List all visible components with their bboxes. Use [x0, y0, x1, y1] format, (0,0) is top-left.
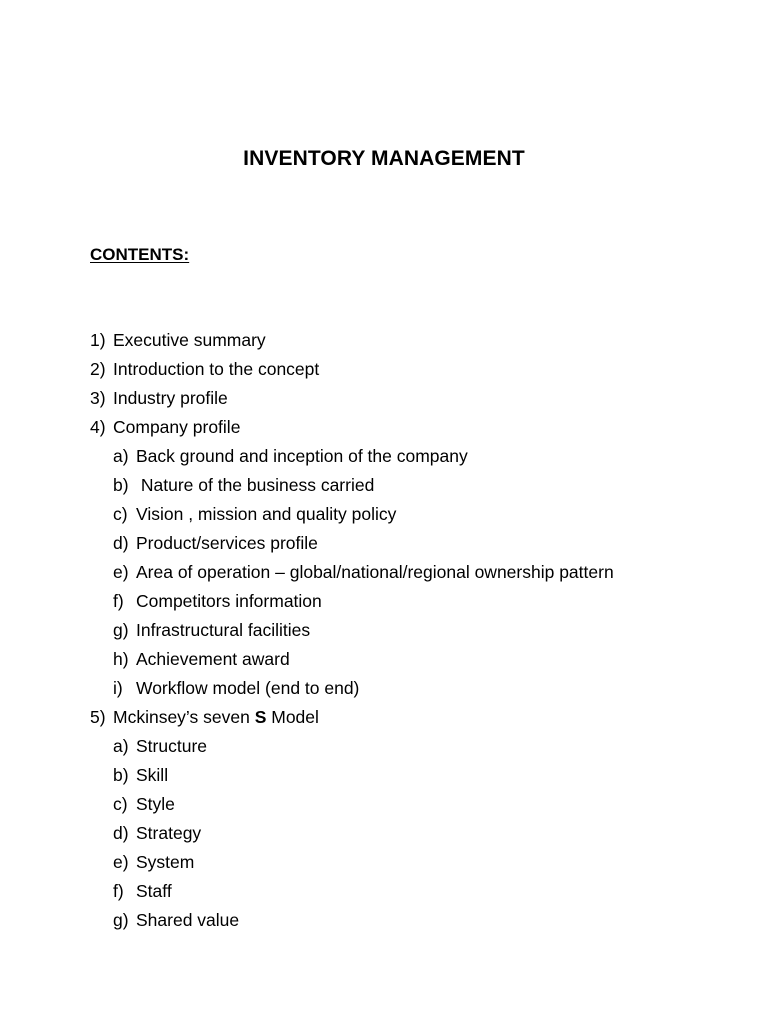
- toc-text: Executive summary: [113, 330, 266, 350]
- toc-number: 2): [90, 359, 106, 379]
- toc-subnumber: i): [113, 678, 123, 698]
- toc-item-mckinsey-model: [90, 703, 730, 732]
- toc-subitem-workflow: [90, 674, 730, 703]
- toc-subtext: Skill: [136, 765, 169, 785]
- toc-subitem-competitors: [90, 587, 730, 616]
- toc-subitem-system: [90, 848, 730, 877]
- table-of-contents: [90, 326, 730, 935]
- toc-subtext: Nature of the business carried: [136, 475, 375, 495]
- toc-subnumber: c): [113, 504, 128, 524]
- toc-subtext: Back ground and inception of the company: [136, 446, 468, 466]
- toc-subnumber: g): [113, 620, 129, 640]
- toc-subitem-background: [90, 442, 730, 471]
- toc-subtext: Shared value: [136, 910, 240, 930]
- toc-text-part: Mckinsey’s seven: [113, 707, 255, 727]
- toc-item-industry-profile: [90, 384, 730, 413]
- toc-subnumber: c): [113, 794, 128, 814]
- toc-subtext: Achievement award: [136, 649, 290, 669]
- toc-subtext: Competitors information: [136, 591, 322, 611]
- toc-item-introduction: [90, 355, 730, 384]
- toc-subitem-nature-of-business: [90, 471, 730, 500]
- toc-subnumber: h): [113, 649, 129, 669]
- toc-subitem-vision-mission: [90, 500, 730, 529]
- toc-item-executive-summary: [90, 326, 730, 355]
- document-title: INVENTORY MANAGEMENT: [243, 147, 525, 170]
- toc-subnumber: d): [113, 823, 129, 843]
- toc-subnumber: a): [113, 446, 129, 466]
- toc-subnumber: a): [113, 736, 129, 756]
- toc-subitem-shared-value: [90, 906, 730, 935]
- toc-subitem-style: [90, 790, 730, 819]
- toc-text: Introduction to the concept: [113, 359, 320, 379]
- toc-subitem-strategy: [90, 819, 730, 848]
- toc-text-mckinsey: [113, 703, 319, 732]
- toc-subitem-infrastructure: [90, 616, 730, 645]
- toc-subitem-structure: [90, 732, 730, 761]
- toc-subnumber: f): [113, 591, 124, 611]
- toc-number: 1): [90, 330, 106, 350]
- toc-number: 3): [90, 388, 106, 408]
- toc-subtext: Product/services profile: [136, 533, 318, 553]
- toc-subtext: Vision , mission and quality policy: [136, 504, 397, 524]
- toc-subnumber: e): [113, 562, 129, 582]
- toc-subnumber: f): [113, 881, 124, 901]
- toc-subnumber: g): [113, 910, 129, 930]
- toc-number: 4): [90, 417, 106, 437]
- toc-subtext: Staff: [136, 881, 172, 901]
- toc-subtext: Area of operation – global/national/regional ownership pattern: [136, 562, 614, 582]
- toc-subtext: Style: [136, 794, 175, 814]
- toc-text: Company profile: [113, 417, 241, 437]
- toc-subtext: System: [136, 852, 195, 872]
- toc-number: 5): [90, 707, 106, 727]
- toc-subitem-achievement: [90, 645, 730, 674]
- toc-subtext: Workflow model (end to end): [136, 678, 360, 698]
- toc-subnumber: b): [113, 475, 129, 495]
- toc-subtext: Structure: [136, 736, 207, 756]
- toc-subnumber: e): [113, 852, 129, 872]
- toc-subitem-area-of-operation: [90, 558, 730, 587]
- toc-text: Industry profile: [113, 388, 228, 408]
- toc-subnumber: b): [113, 765, 129, 785]
- toc-subitem-staff: [90, 877, 730, 906]
- toc-text-bold-s: S: [254, 707, 267, 727]
- toc-subtext: Strategy: [136, 823, 202, 843]
- toc-text-part: Model: [266, 707, 319, 727]
- toc-subitem-product-services: [90, 529, 730, 558]
- contents-heading: CONTENTS:: [90, 245, 190, 264]
- toc-subnumber: d): [113, 533, 129, 553]
- toc-subitem-skill: [90, 761, 730, 790]
- toc-subtext: Infrastructural facilities: [136, 620, 311, 640]
- toc-item-company-profile: [90, 413, 730, 442]
